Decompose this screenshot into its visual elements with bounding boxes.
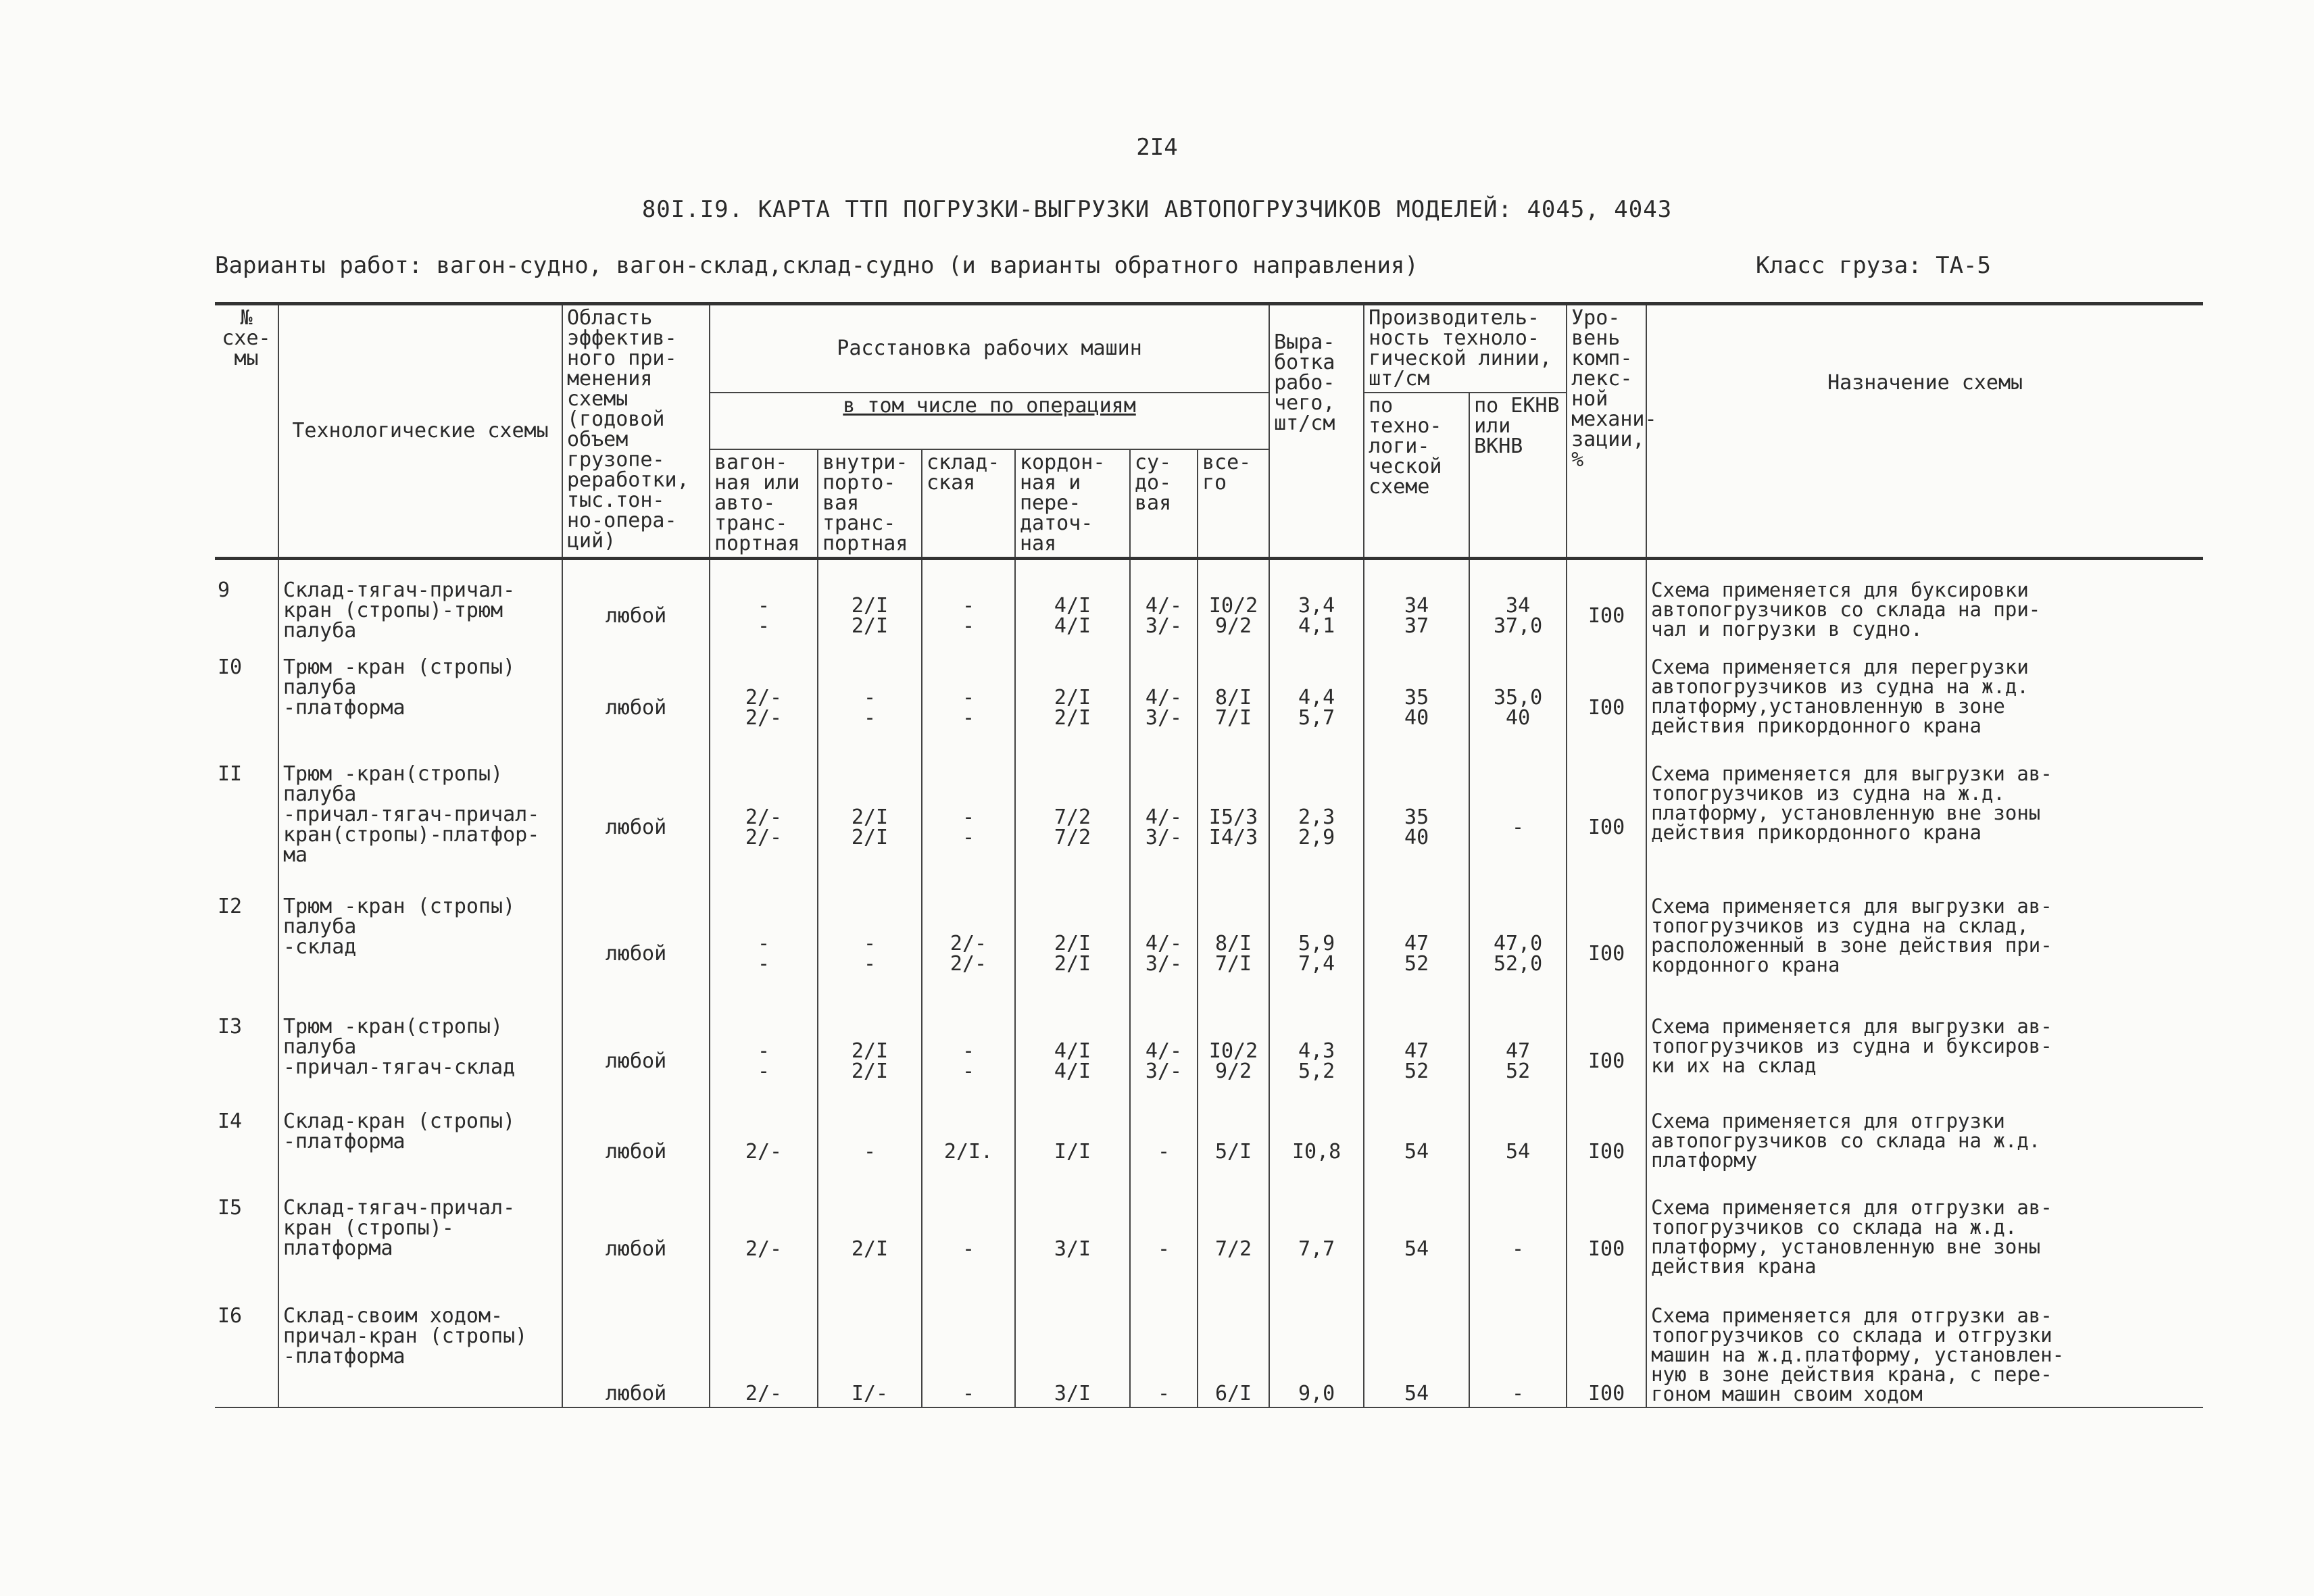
row-internal: 2/I 2/I	[818, 559, 922, 655]
row-internal: 2/I	[818, 1195, 922, 1303]
row-output: 3,4 4,1	[1269, 559, 1364, 655]
row-prod-scheme: 54	[1364, 1303, 1469, 1407]
row-internal: - -	[818, 894, 922, 1014]
row-num: II	[215, 762, 278, 894]
row-mech: I00	[1567, 1303, 1646, 1407]
row-ship: -	[1130, 1303, 1198, 1407]
row-cordon: 4/I 4/I	[1015, 559, 1130, 655]
row-total: 8/I 7/I	[1198, 894, 1269, 1014]
row-cordon: 3/I	[1015, 1195, 1130, 1303]
table-row	[215, 1303, 2203, 1407]
row-output: 7,7	[1269, 1195, 1364, 1303]
row-ship: -	[1130, 1195, 1198, 1303]
row-output: 4,4 5,7	[1269, 655, 1364, 762]
row-purpose: Схема применяется для выгрузки ав- топогрузчиков из судна на ж.д. платформу, установленную вне зоны действия прикордонного крана	[1651, 762, 2052, 844]
table-row	[215, 655, 2203, 762]
row-prod-eknv: 54	[1469, 1109, 1567, 1195]
header-placement: Расстановка рабочих машин	[710, 304, 1269, 393]
row-purpose: Схема применяется для выгрузки ав- топогрузчиков из судна и буксиров- ки их на склад	[1651, 1014, 2052, 1077]
row-area: любой	[562, 1014, 710, 1109]
row-prod-scheme: 47 52	[1364, 1014, 1469, 1109]
row-scheme: Трюм -кран(стропы) палуба -причал-тягач-склад	[278, 1014, 562, 1109]
row-ship: 4/- 3/-	[1130, 559, 1198, 655]
row-purpose: Схема применяется для выгрузки ав- топогрузчиков из судна на склад, расположенный в зоне действия при- кордонного крана	[1651, 894, 2052, 976]
row-scheme: Склад-кран (стропы) -платформа	[278, 1109, 562, 1195]
row-wagon: 2/-	[710, 1195, 818, 1303]
row-area: любой	[562, 762, 710, 894]
row-cordon: 2/I 2/I	[1015, 655, 1130, 762]
header-op-warehouse: склад- ская	[922, 449, 1015, 559]
row-prod-eknv: 34 37,0	[1469, 559, 1567, 655]
row-total: I0/2 9/2	[1198, 559, 1269, 655]
row-mech: I00	[1567, 559, 1646, 655]
row-cordon: 3/I	[1015, 1303, 1130, 1407]
row-output: 4,3 5,2	[1269, 1014, 1364, 1109]
row-ship: 4/- 3/-	[1130, 1014, 1198, 1109]
table-row	[215, 1109, 2203, 1195]
row-total: 6/I	[1198, 1303, 1269, 1407]
header-prod-eknv: по ЕКНВ или ВКНВ	[1469, 393, 1567, 559]
row-mech: I00	[1567, 655, 1646, 762]
header-op-cordon: кордон- ная и пере- даточ- ная	[1015, 449, 1130, 559]
row-total: I5/3 I4/3	[1198, 762, 1269, 894]
row-purpose: Схема применяется для отгрузки ав- топогрузчиков со склада на ж.д. платформу, установленную вне зоны действия крана	[1651, 1195, 2052, 1278]
row-wagon: - -	[710, 559, 818, 655]
table-row	[215, 1195, 2203, 1303]
row-area: любой	[562, 1109, 710, 1195]
header-op-ship: су- до- вая	[1130, 449, 1198, 559]
header-op-internal: внутри- порто- вая транс- портная	[818, 449, 922, 559]
row-warehouse: -	[922, 1195, 1015, 1303]
work-variants: Варианты работ: вагон-судно, вагон-склад,склад-судно (и варианты обратного направления)	[215, 252, 1419, 279]
row-total: I0/2 9/2	[1198, 1014, 1269, 1109]
row-num: I0	[215, 655, 278, 762]
row-prod-scheme: 54	[1364, 1195, 1469, 1303]
schemes-table	[215, 302, 2203, 1408]
row-purpose: Схема применяется для отгрузки ав- топогрузчиков со склада и отгрузки машин на ж.д.платформу, установлен- ную в зоне действия крана, с пере- гоном машин своим ходом	[1646, 1303, 2203, 1407]
row-total: 5/I	[1198, 1109, 1269, 1195]
row-prod-eknv: 47 52	[1469, 1014, 1567, 1109]
row-scheme: Склад-своим ходом- причал-кран (стропы) -платформа	[278, 1303, 562, 1407]
row-warehouse: - -	[922, 1014, 1015, 1109]
row-purpose: Схема применяется для буксировки автопогрузчиков со склада на при- чал и погрузки в судно.	[1646, 559, 2203, 655]
table-row	[215, 559, 2203, 655]
row-scheme: Склад-тягач-причал- кран (стропы)- платформа	[278, 1195, 562, 1303]
row-output: I0,8	[1269, 1109, 1364, 1195]
header-op-total: все- го	[1198, 449, 1269, 559]
row-internal: 2/I 2/I	[818, 1014, 922, 1109]
header-scheme: Технологические схемы	[278, 304, 562, 559]
row-prod-scheme: 35 40	[1364, 655, 1469, 762]
row-ship: 4/- 3/-	[1130, 894, 1198, 1014]
row-ship: -	[1130, 1109, 1198, 1195]
row-warehouse: - -	[922, 762, 1015, 894]
row-ship: 4/- 3/-	[1130, 655, 1198, 762]
row-output: 9,0	[1269, 1303, 1364, 1407]
table-row	[215, 894, 2203, 1014]
table-row	[215, 1014, 2203, 1109]
row-mech: I00	[1567, 1109, 1646, 1195]
row-internal: 2/I 2/I	[818, 762, 922, 894]
row-internal: I/-	[818, 1303, 922, 1407]
header-op-wagon: вагон- ная или авто- транс- портная	[710, 449, 818, 559]
row-prod-eknv: -	[1469, 1195, 1567, 1303]
row-cordon: 2/I 2/I	[1015, 894, 1130, 1014]
row-num: 9	[215, 559, 278, 655]
row-num: I3	[215, 1014, 278, 1109]
schemes-table-container	[215, 302, 2136, 1408]
row-warehouse: 2/I.	[922, 1109, 1015, 1195]
row-wagon: - -	[710, 1014, 818, 1109]
row-output: 5,9 7,4	[1269, 894, 1364, 1014]
header-area: Область эффектив- ного при- менения схемы (годовой объем грузопе- реработки, тыс.тон- но-опера- ций)	[562, 304, 710, 559]
row-cordon: 7/2 7/2	[1015, 762, 1130, 894]
row-warehouse: 2/- 2/-	[922, 894, 1015, 1014]
row-prod-scheme: 54	[1364, 1109, 1469, 1195]
row-internal: - -	[818, 655, 922, 762]
header-mech-level: Уро- вень комп- лекс- ной механи- зации, %	[1567, 304, 1646, 559]
row-num: I6	[215, 1303, 278, 1407]
row-ship: 4/- 3/-	[1130, 762, 1198, 894]
row-warehouse: - -	[922, 655, 1015, 762]
row-wagon: 2/- 2/-	[710, 762, 818, 894]
row-wagon: 2/- 2/-	[710, 655, 818, 762]
row-area: любой	[562, 559, 710, 655]
row-area: любой	[562, 655, 710, 762]
row-scheme: Склад-тягач-причал- кран (стропы)-трюм палуба	[278, 559, 562, 655]
row-prod-scheme: 47 52	[1364, 894, 1469, 1014]
row-cordon: 4/I 4/I	[1015, 1014, 1130, 1109]
row-num: I2	[215, 894, 278, 1014]
header-by-operations-label: в том числе по операциям	[843, 394, 1136, 418]
header-productivity: Производитель- ность техноло- гической линии, шт/см	[1364, 304, 1567, 393]
row-mech: I00	[1567, 762, 1646, 894]
row-prod-eknv: -	[1469, 1303, 1567, 1407]
row-internal: -	[818, 1109, 922, 1195]
cargo-class: Класс груза: ТА-5	[1756, 252, 1991, 279]
row-warehouse: -	[922, 1303, 1015, 1407]
row-output: 2,3 2,9	[1269, 762, 1364, 894]
row-num: I5	[215, 1195, 278, 1303]
header-num: № схе- мы	[215, 304, 278, 559]
row-total: 8/I 7/I	[1198, 655, 1269, 762]
row-scheme: Трюм -кран(стропы) палуба -причал-тягач-причал- кран(стропы)-платфор- ма	[278, 762, 562, 894]
row-prod-scheme: 35 40	[1364, 762, 1469, 894]
header-prod-scheme: по техно- логи- ческой схеме	[1364, 393, 1469, 559]
row-prod-eknv: 47,0 52,0	[1469, 894, 1567, 1014]
row-area: любой	[562, 1195, 710, 1303]
row-area: любой	[562, 894, 710, 1014]
row-prod-eknv: -	[1469, 762, 1567, 894]
row-cordon: I/I	[1015, 1109, 1130, 1195]
header-purpose: Назначение схемы	[1646, 304, 2203, 559]
row-purpose: Схема применяется для перегрузки автопогрузчиков из судна на ж.д. платформу,установленную в зоне действия прикордонного крана	[1651, 655, 2029, 737]
row-mech: I00	[1567, 894, 1646, 1014]
header-output: Выра- ботка рабо- чего, шт/см	[1269, 304, 1364, 559]
row-wagon: 2/-	[710, 1303, 818, 1407]
row-scheme: Трюм -кран (стропы) палуба -склад	[278, 894, 562, 1014]
row-prod-eknv: 35,0 40	[1469, 655, 1567, 762]
row-prod-scheme: 34 37	[1364, 559, 1469, 655]
row-purpose: Схема применяется для отгрузки автопогрузчиков со склада на ж.д. платформу	[1651, 1109, 2041, 1172]
row-scheme: Трюм -кран (стропы) палуба -платформа	[278, 655, 562, 762]
row-wagon: 2/-	[710, 1109, 818, 1195]
row-warehouse: - -	[922, 559, 1015, 655]
row-wagon: - -	[710, 894, 818, 1014]
header-by-operations	[710, 393, 1269, 449]
row-mech: I00	[1567, 1014, 1646, 1109]
document-title: 80I.I9. КАРТА ТТП ПОГРУЗКИ-ВЫГРУЗКИ АВТОПОГРУЗЧИКОВ МОДЕЛЕЙ: 4045, 4043	[641, 196, 1673, 223]
table-row	[215, 762, 2203, 894]
page-number: 2I4	[1136, 134, 1178, 161]
row-num: I4	[215, 1109, 278, 1195]
row-area: любой	[562, 1303, 710, 1407]
row-mech: I00	[1567, 1195, 1646, 1303]
row-total: 7/2	[1198, 1195, 1269, 1303]
